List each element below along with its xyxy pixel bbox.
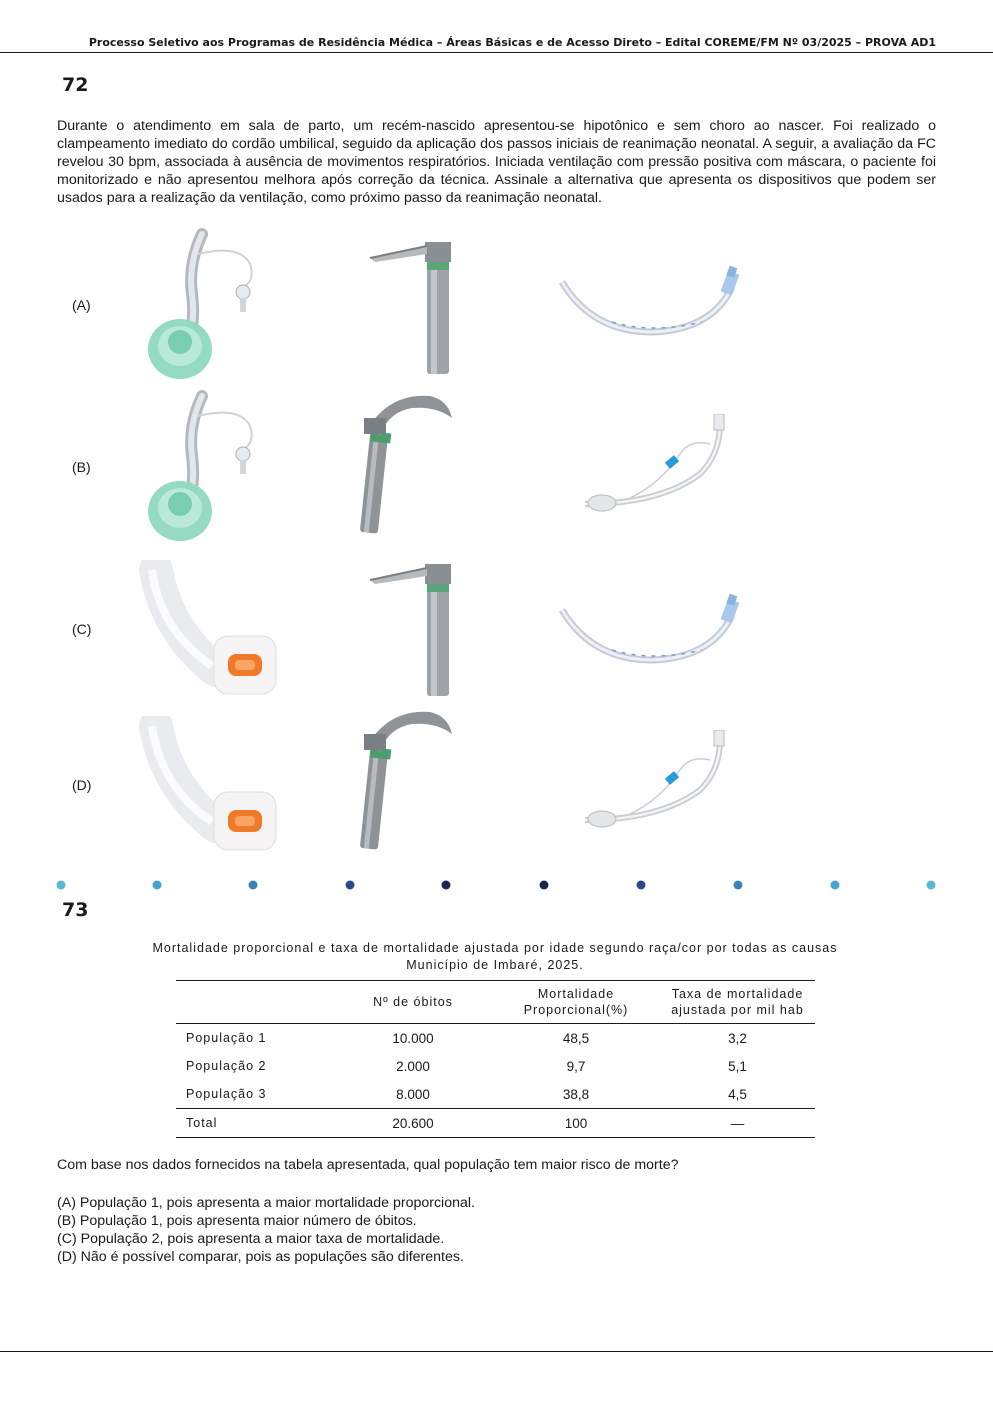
col-header-empty [176,981,334,1024]
row-label: População 3 [186,1087,267,1101]
section-divider [55,874,941,896]
oropharyngeal-airway-icon [136,560,286,700]
cell-taxa: 4,5 [728,1086,747,1102]
cell-taxa: 3,2 [728,1030,747,1046]
cell-proporcional: 48,5 [562,1030,590,1046]
endotracheal-tube-icon [552,590,742,670]
question-number-72: 72 [62,74,89,96]
row-label: Total [186,1116,218,1130]
table-row-total [176,1109,815,1138]
answer-option-b[interactable]: (B) População 1, pois apresenta maior número de óbitos. [57,1213,417,1229]
table-row [176,1052,815,1080]
option-label-b[interactable]: (B) [72,459,91,475]
option-label-a[interactable]: (A) [72,297,91,313]
table-caption [120,940,870,974]
oropharyngeal-airway-icon [136,716,286,856]
row-label: População 1 [186,1031,267,1045]
question-73-stem: Com base nos dados fornecidos na tabela apresentada, qual população tem maior risco de morte? [57,1157,679,1173]
cell-taxa: — [730,1115,745,1131]
question-number-73: 73 [62,899,89,921]
question-72-stem: Durante o atendimento em sala de parto, um recém-nascido apresentou-se hipotônico e sem choro ao nascer. Foi realizado o clampeamento imediato do cordão umbilical, seguido da aplicação dos passos iniciais de reanimação neonatal. A seguir, a avaliação da FC revelou 30 bpm, associada à ausência de movimentos respiratórios. Iniciada ventilação com pressão positiva com máscara, o paciente foi monitorizado e não apresentou melhora após correção da técnica. Assinale a alternativa que apresenta os dispositivos que podem ser usados para a realização da ventilação, como próximo passo da reanimação neonatal. [57,118,936,206]
curved-laryngoscope-icon [350,388,462,538]
cell-proporcional: 38,8 [562,1086,590,1102]
option-label-d[interactable]: (D) [72,777,92,793]
cell-proporcional: 9,7 [566,1058,586,1074]
straight-laryngoscope-icon [365,230,465,378]
answer-option-d[interactable]: (D) Não é possível comparar, pois as populações são diferentes. [57,1249,464,1265]
answer-option-c[interactable]: (C) População 2, pois apresenta a maior taxa de mortalidade. [57,1231,445,1247]
cuffed-endotracheal-tube-icon [570,414,730,514]
col-header-mortalidade-line1: Mortalidade [537,987,615,1001]
table-caption-line-1: Mortalidade proporcional e taxa de mortalidade ajustada por idade segundo raça/cor por todas as causas [152,941,838,955]
table-row [176,1024,815,1053]
table-row [176,1080,815,1109]
row-label: População 2 [186,1059,267,1073]
cell-obitos: 8.000 [396,1086,430,1102]
curved-laryngoscope-icon [350,704,462,854]
cell-proporcional: 100 [564,1115,588,1131]
straight-laryngoscope-icon [365,552,465,700]
answer-list [57,1194,475,1266]
header-rule [0,52,993,53]
laryngeal-mask-icon [140,386,280,546]
answer-option-a[interactable]: (A) População 1, pois apresenta a maior mortalidade proporcional. [57,1195,475,1211]
col-header-mortalidade-line2: Proporcional(%) [523,1003,629,1017]
cuffed-endotracheal-tube-icon [570,730,730,830]
option-label-c[interactable]: (C) [72,621,92,637]
cell-obitos: 20.600 [392,1115,434,1131]
cell-obitos: 10.000 [392,1030,434,1046]
col-header-taxa [660,981,815,1024]
col-header-mortalidade [492,981,660,1024]
col-header-taxa-line2: ajustada por mil hab [671,1003,804,1017]
col-header-obitos: Nº de óbitos [373,995,453,1009]
table-caption-line-2: Município de Imbaré, 2025. [406,958,584,972]
laryngeal-mask-icon [140,224,280,384]
endotracheal-tube-icon [552,262,742,342]
mortality-table [176,980,815,1138]
cell-obitos: 2.000 [396,1058,430,1074]
col-header-taxa-line1: Taxa de mortalidade [671,987,804,1001]
cell-taxa: 5,1 [728,1058,747,1074]
page-header: Processo Seletivo aos Programas de Residência Médica – Áreas Básicas e de Acesso Direto – Edital COREME/FM Nº 03/2025 – PROVA AD1 [88,36,936,49]
footer-rule [0,1351,993,1352]
